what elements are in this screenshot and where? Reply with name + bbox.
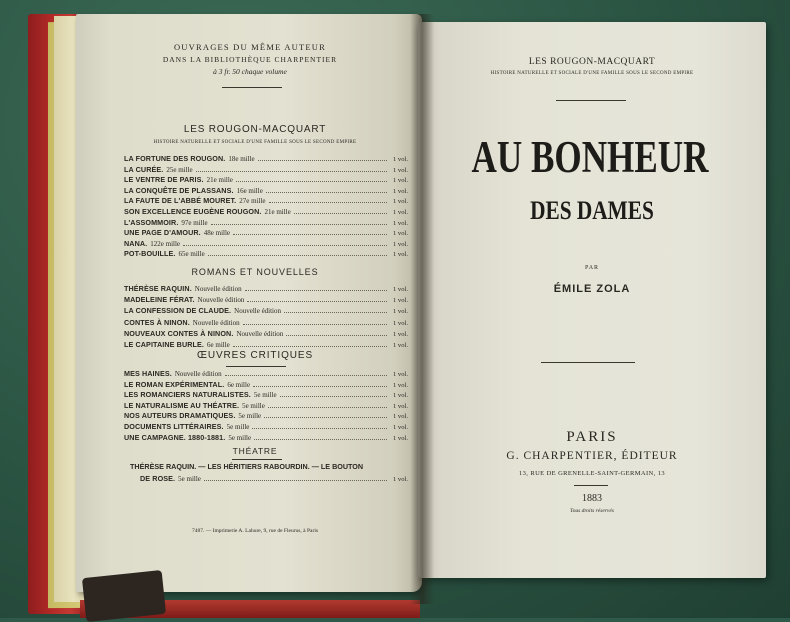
volume-count: 1 vol. (392, 286, 408, 293)
book-title: CONTES À NINON. (124, 317, 190, 327)
imprint-city: PARIS (566, 429, 618, 445)
theatre-line2 (140, 474, 408, 483)
list-item (124, 318, 408, 327)
theatre-line1: THÉRÈSE RAQUIN. — LES HÉRITIERS RABOURDIN. — LE BOUTON (130, 462, 364, 471)
dot-leader (268, 407, 387, 408)
book-title-line1: AU BONHEUR (471, 132, 709, 182)
book-title: MES HAINES. (124, 369, 172, 378)
book-title: NANA. (124, 238, 148, 248)
book-title: MADELEINE FÉRAT. (124, 295, 195, 305)
volume-count: 1 vol. (392, 187, 408, 195)
dot-leader (254, 439, 387, 440)
publisher-address: 13, RUE DE GRENELLE-SAINT-GERMAIN, 13 (519, 470, 665, 477)
list-item (124, 295, 408, 304)
left-header-line3: à 3 fr. 50 chaque volume (213, 67, 287, 76)
volume-count: 1 vol. (392, 392, 408, 400)
dot-leader (266, 192, 387, 193)
volume-count: 1 vol. (392, 177, 408, 185)
book-edition: 48e mille (203, 229, 231, 238)
book-edition: 5e mille (228, 433, 252, 442)
book-edition: 5e mille (253, 391, 277, 400)
book-title: LA CONQUÊTE DE PLASSANS. (124, 185, 234, 195)
divider (232, 459, 282, 460)
book-title: DOCUMENTS LITTÉRAIRES. (124, 422, 224, 431)
list-item (124, 306, 408, 315)
theatre-vol: 1 vol. (392, 476, 408, 483)
volume-count: 1 vol. (392, 424, 408, 431)
divider (541, 362, 635, 363)
book-title: LA CONFESSION DE CLAUDE. (124, 306, 232, 316)
volume-count: 1 vol. (392, 342, 408, 349)
volume-count: 1 vol. (392, 251, 408, 259)
dot-leader (183, 245, 387, 246)
list-item (124, 422, 408, 431)
volume-count: 1 vol. (392, 156, 408, 163)
book-title: LA FAUTE DE L'ABBÉ MOURET. (124, 196, 237, 206)
volume-count: 1 vol. (392, 319, 408, 327)
volume-count: 1 vol. (392, 209, 408, 216)
list-item (124, 239, 408, 248)
book-edition: 97e mille (181, 218, 208, 227)
divider (226, 366, 286, 367)
dot-leader (280, 396, 387, 397)
dot-leader (243, 324, 387, 325)
dot-leader (286, 335, 387, 336)
volume-count: 1 vol. (392, 230, 408, 238)
theatre-line2-edition: 5e mille (178, 475, 201, 483)
dot-leader (225, 375, 387, 376)
book-edition: 65e mille (178, 250, 205, 259)
book-title: NOS AUTEURS DRAMATIQUES. (124, 411, 236, 421)
right-series-subtitle: HISTOIRE NATURELLE ET SOCIALE D'UNE FAMILLE SOUS LE SECOND EMPIRE (490, 71, 694, 76)
volume-count: 1 vol. (392, 219, 408, 227)
divider (556, 100, 626, 101)
list-item (124, 329, 408, 338)
book-title-line2: DES DAMES (530, 196, 654, 225)
dot-leader (236, 181, 387, 182)
list-item (124, 369, 408, 378)
list-item (124, 284, 408, 293)
book-edition: 21e mille (264, 208, 291, 216)
book-edition: 18e mille (228, 155, 255, 163)
romans-heading: ROMANS ET NOUVELLES (191, 267, 319, 277)
dot-leader (253, 386, 387, 387)
book-edition: Nouvelle édition (174, 370, 222, 378)
dot-leader (269, 202, 387, 203)
book-edition: Nouvelle édition (234, 307, 282, 316)
dot-leader (208, 255, 387, 256)
list-item (124, 401, 408, 410)
right-series: LES ROUGON-MACQUART (528, 57, 656, 67)
oeuvres-heading: ŒUVRES CRITIQUES (196, 350, 314, 361)
series-subtitle: HISTOIRE NATURELLE ET SOCIALE D'UNE FAMILLE SOUS LE SECOND EMPIRE (153, 140, 357, 145)
imprint: 7487. — Imprimerie A. Lahure, 9, rue de Fleurus, à Paris (191, 528, 318, 534)
book-edition: 5e mille (238, 412, 262, 421)
volume-count: 1 vol. (392, 402, 408, 410)
dot-leader (264, 417, 387, 418)
book-edition: 6e mille (207, 341, 230, 349)
book-title: NOUVEAUX CONTES À NINON. (124, 328, 234, 338)
dot-leader (233, 234, 387, 235)
list-item (124, 228, 408, 237)
volume-count: 1 vol. (392, 371, 408, 378)
list-item (124, 340, 408, 349)
book-edition: Nouvelle édition (192, 318, 240, 327)
list-item (124, 207, 408, 216)
book-title: LA FORTUNE DES ROUGON. (124, 154, 226, 163)
volume-count: 1 vol. (392, 330, 408, 338)
divider (222, 87, 282, 88)
list-item (124, 380, 408, 389)
dot-leader (233, 346, 387, 347)
list-item (124, 165, 408, 174)
dot-leader (284, 312, 387, 313)
by-label: PAR (584, 265, 600, 271)
book-edition: 25e mille (166, 165, 193, 174)
volume-count: 1 vol. (392, 434, 408, 442)
book-title: LE CAPITAINE BURLE. (124, 340, 205, 349)
dot-leader (204, 480, 387, 481)
book-edition: Nouvelle édition (236, 329, 284, 338)
book-title: LES ROMANCIERS NATURALISTES. (124, 390, 251, 400)
list-item (124, 186, 408, 195)
dot-leader (294, 213, 387, 214)
book-title: UNE CAMPAGNE. 1880-1881. (124, 432, 226, 442)
book-title: UNE PAGE D'AMOUR. (124, 228, 201, 238)
list-item (124, 154, 408, 163)
bookmark-corner (82, 570, 166, 622)
book-edition: Nouvelle édition (194, 285, 242, 293)
book-edition: 122e mille (150, 239, 181, 248)
book-title: THÉRÈSE RAQUIN. (124, 284, 192, 293)
dot-leader (258, 160, 387, 161)
book-edition: 21e mille (206, 176, 233, 185)
book-title: SON EXCELLENCE EUGÈNE ROUGON. (124, 207, 262, 216)
volume-count: 1 vol. (392, 166, 408, 174)
book-edition: 5e mille (242, 401, 265, 410)
volume-count: 1 vol. (392, 198, 408, 206)
dot-leader (245, 290, 387, 291)
volume-count: 1 vol. (392, 381, 408, 389)
theatre-line2-title: DE ROSE. (140, 474, 176, 483)
rights-notice: Tous droits réservés (570, 508, 614, 514)
list-item (124, 249, 408, 258)
divider (574, 485, 608, 486)
list-item (124, 175, 408, 184)
left-header-line1: OUVRAGES DU MÊME AUTEUR (173, 42, 327, 52)
book-edition: 6e mille (227, 380, 251, 389)
book-title: LE VENTRE DE PARIS. (124, 175, 204, 185)
list-item (124, 390, 408, 399)
series-title: LES ROUGON-MACQUART (183, 124, 327, 135)
dot-leader (196, 171, 387, 172)
dot-leader (252, 428, 387, 429)
book-edition: 5e mille (226, 423, 250, 431)
book-edition: Nouvelle édition (197, 296, 245, 305)
book-edition: 16e mille (236, 186, 263, 195)
volume-count: 1 vol. (392, 413, 408, 421)
list-item (124, 433, 408, 442)
publisher: G. CHARPENTIER, ÉDITEUR (506, 450, 678, 462)
left-header-line2: DANS LA BIBLIOTHÈQUE CHARPENTIER (162, 55, 338, 64)
book-title: LA CURÉE. (124, 164, 164, 174)
book-title: LE ROMAN EXPÉRIMENTAL. (124, 379, 225, 389)
book-title: POT-BOUILLE. (124, 249, 176, 259)
book-title: LE NATURALISME AU THÉATRE. (124, 400, 240, 410)
author-name: ÉMILE ZOLA (553, 283, 631, 295)
spine-shadow (410, 14, 434, 604)
publication-year: 1883 (582, 493, 602, 504)
list-item (124, 218, 408, 227)
book-title: L'ASSOMMOIR. (124, 217, 179, 227)
volume-count: 1 vol. (392, 297, 408, 305)
list-item (124, 411, 408, 420)
list-item (124, 196, 408, 205)
book-edition: 27e mille (239, 197, 266, 206)
dot-leader (247, 301, 387, 302)
dot-leader (211, 224, 387, 225)
volume-count: 1 vol. (392, 308, 408, 316)
volume-count: 1 vol. (392, 240, 408, 248)
theatre-heading: THÉATRE (232, 446, 278, 456)
